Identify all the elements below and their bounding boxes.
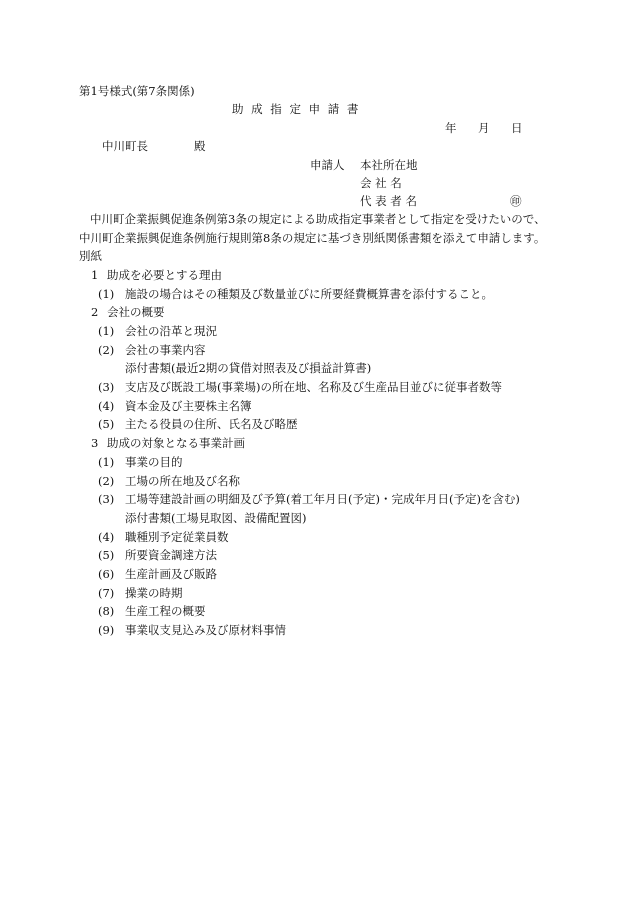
item-text: 生産計画及び販路: [125, 567, 217, 581]
applicant-label: 申請人: [310, 158, 345, 172]
address-label: 本社所在地: [360, 158, 418, 172]
item-number: (2): [98, 343, 115, 357]
item-subtext: 添付書類(工場見取図、設備配置図): [125, 511, 307, 525]
document-title: 助 成 指 定 申 請 書: [232, 102, 361, 116]
item-number: (9): [98, 623, 115, 637]
item-text: 職種別予定従業員数: [125, 530, 229, 544]
item-subtext: 添付書類(最近2期の貸借対照表及び損益計算書): [125, 361, 372, 375]
item-text: 施設の場合はその種類及び数量並びに所要経費概算書を添付すること。: [125, 287, 493, 301]
item-number: (6): [98, 567, 115, 581]
item-number: (2): [98, 474, 115, 488]
representative-label: 代 表 者 名: [360, 194, 417, 208]
item-text: 所要資金調達方法: [125, 548, 217, 562]
section-number: 1: [91, 268, 99, 282]
body-line-1: 中川町企業振興促進条例第3条の規定による助成指定事業者として指定を受けたいので、: [90, 212, 546, 226]
body-line-2: 中川町企業振興促進条例施行規則第8条の規定に基づき別紙関係書類を添えて申請します。: [79, 231, 546, 245]
item-number: (4): [98, 530, 115, 544]
item-number: (3): [98, 492, 115, 506]
item-text: 会社の沿革と現況: [125, 324, 217, 338]
item-number: (5): [98, 548, 115, 562]
item-text: 資本金及び主要株主名簿: [125, 399, 252, 413]
annex-label: 別紙: [79, 249, 102, 263]
section-title: 助成の対象となる事業計画: [107, 436, 245, 450]
item-text: 事業の目的: [125, 455, 183, 469]
item-number: (1): [98, 324, 115, 338]
item-text: 操業の時期: [125, 586, 183, 600]
item-text: 工場の所在地及び名称: [125, 474, 240, 488]
date-year: 年: [445, 121, 457, 135]
item-text: 生産工程の概要: [125, 604, 206, 618]
item-text: 会社の事業内容: [125, 343, 206, 357]
company-label: 会 社 名: [360, 176, 402, 190]
item-number: (7): [98, 586, 115, 600]
addressee: 中川町長: [102, 139, 148, 153]
seal-mark: ㊞: [510, 194, 522, 208]
item-number: (3): [98, 380, 115, 394]
item-text: 事業収支見込み及び原材料事情: [125, 623, 286, 637]
section-title: 助成を必要とする理由: [107, 268, 222, 282]
form-number: 第1号様式(第7条関係): [79, 84, 195, 98]
section-title: 会社の概要: [107, 305, 165, 319]
item-number: (8): [98, 604, 115, 618]
item-number: (5): [98, 417, 115, 431]
item-text: 工場等建設計画の明細及び予算(着工年月日(予定)・完成年月日(予定)を含む): [125, 492, 520, 506]
section-number: 2: [91, 305, 99, 319]
item-number: (4): [98, 399, 115, 413]
item-text: 主たる役員の住所、氏名及び略歴: [125, 417, 298, 431]
honorific: 殿: [194, 139, 206, 153]
item-number: (1): [98, 287, 115, 301]
date-month: 月: [478, 121, 490, 135]
item-text: 支店及び既設工場(事業場)の所在地、名称及び生産品目並びに従事者数等: [125, 380, 502, 394]
section-number: 3: [91, 436, 99, 450]
item-number: (1): [98, 455, 115, 469]
date-day: 日: [511, 121, 523, 135]
